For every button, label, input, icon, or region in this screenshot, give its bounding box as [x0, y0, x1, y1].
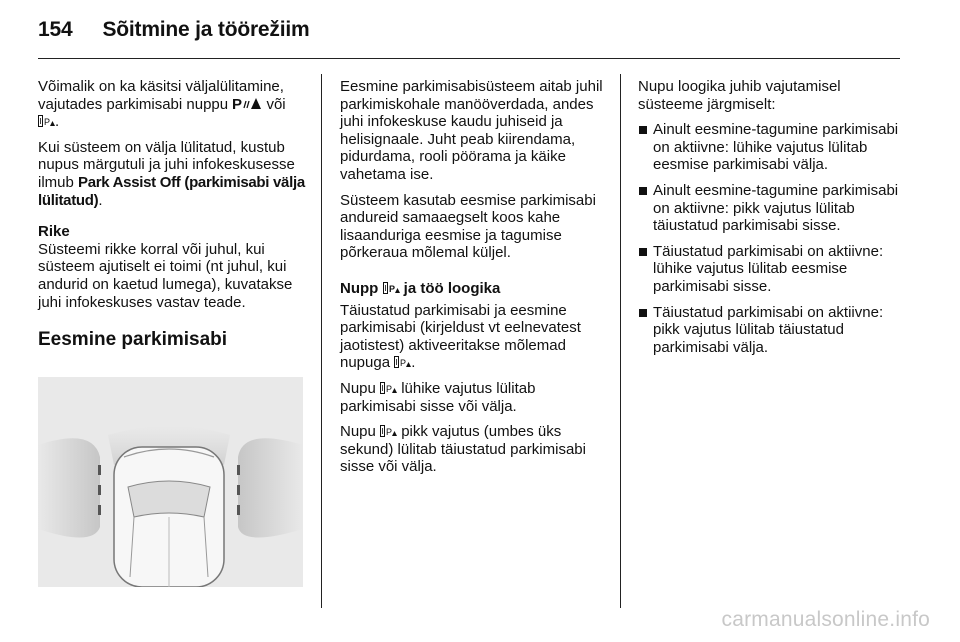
list-item-text: Täiustatud parkimisabi on aktiivne: pikk vajutus lülitab täiustatud parkimisabi välja. [653, 303, 884, 356]
advanced-park-assist-icon [38, 114, 55, 128]
watermark: carmanualsonline.info [721, 608, 930, 631]
text: . [98, 191, 103, 209]
advanced-park-assist-icon [380, 424, 397, 438]
paragraph [340, 380, 606, 415]
page-header [38, 18, 309, 52]
bullet-marker [639, 187, 647, 195]
paragraph [38, 139, 306, 209]
text: . [411, 354, 416, 372]
text: . [55, 113, 60, 131]
column-divider [321, 74, 322, 608]
svg-text:P: P [400, 358, 407, 369]
list-item [638, 121, 904, 174]
subheading: Rike [38, 223, 70, 241]
svg-text:P: P [386, 427, 393, 438]
text: Nupu [340, 423, 381, 441]
text: Täiustatud parkimisabi ja eesmine parkimisabi (kirjeldust vt eelnevatest jaotistest) aktiveeritakse mõlemad nupuga [340, 301, 581, 372]
column-divider [620, 74, 621, 608]
list-item-text: Ainult eesmine-tagumine parkimisabi on aktiivne: pikk vajutus lülitab täiustatud parkimisabi sisse. [653, 181, 899, 235]
paragraph: Süsteem kasutab eesmise parkimisabi andureid samaaegselt koos kahe lisaanduriga eesmise ja tagumise põrkeraua mõlemal küljel. [340, 191, 596, 262]
advanced-park-assist-icon [394, 355, 411, 369]
advanced-park-assist-icon [380, 381, 397, 395]
bullet-list [638, 121, 904, 356]
subheading [340, 280, 606, 298]
text: Võimalik on ka käsitsi väljalülitamine, vajutades parkimisabi nuppu [38, 78, 284, 113]
svg-text:P: P [232, 95, 243, 111]
bullet-marker [639, 126, 647, 134]
paragraph: Süsteemi rikke korral või juhul, kui süsteem ajutiselt ei toimi (nt juhul, kui andurid on kaetud lumega), kuvatakse juhi infokeskuses vastav teade. [38, 240, 293, 311]
parking-sensor-icon [232, 96, 262, 111]
svg-text:P: P [44, 117, 51, 128]
list-item [638, 182, 904, 235]
section-title: Eesmine parkimisabi [38, 329, 228, 351]
svg-text:P: P [388, 283, 395, 294]
svg-text:P: P [386, 383, 393, 394]
paragraph [340, 423, 606, 476]
paragraph: Nupu loogika juhib vajutamisel süsteeme järgmiselt: [638, 78, 841, 113]
column-2 [340, 78, 606, 484]
display-message: Park Assist Off (parkimisabi välja lülitatud) [38, 173, 305, 209]
column-1 [38, 78, 306, 351]
bullet-marker [639, 309, 647, 317]
text: Nupp [340, 279, 383, 297]
text: pikk vajutus (umbes üks sekund) lülitab täiustatud parkimisabi sisse või välja. [340, 423, 586, 476]
list-item-text: Ainult eesmine-tagumine parkimisabi on aktiivne: lühike vajutus lülitab eesmise parkimisabi välja. [653, 121, 899, 174]
list-item [638, 243, 904, 296]
text: ja töö loogika [399, 279, 501, 297]
text: Kui süsteem on välja lülitatud, kustub nupus märgutuli ja juhi infokeskusesse ilmub [38, 138, 295, 191]
header-rule [38, 58, 900, 59]
list-item [638, 304, 904, 357]
column-3 [638, 78, 904, 364]
bullet-marker [639, 248, 647, 256]
paragraph: Eesmine parkimisabisüsteem aitab juhil parkimiskohale manööverdada, andes juhi infokeskuse kaudu juhiseid ja helisignaale. Juht peab kiirendama, pidurdama, rooli pöörama ja käike vahetama ise. [340, 78, 603, 183]
page-number: 154 [38, 18, 73, 41]
text: Nupu [340, 379, 381, 397]
list-item-text: Täiustatud parkimisabi on aktiivne: lühike vajutus lülitab eesmise parkimisabi sisse. [653, 242, 884, 295]
paragraph [340, 302, 606, 372]
chapter-title: Sõitmine ja töörežiim [102, 18, 310, 41]
advanced-park-assist-icon [383, 281, 400, 295]
paragraph [38, 78, 306, 131]
parking-sensor-illustration [38, 377, 303, 587]
text: lühike vajutus lülitab parkimisabi sisse või välja. [340, 379, 536, 415]
text: või [262, 95, 286, 113]
